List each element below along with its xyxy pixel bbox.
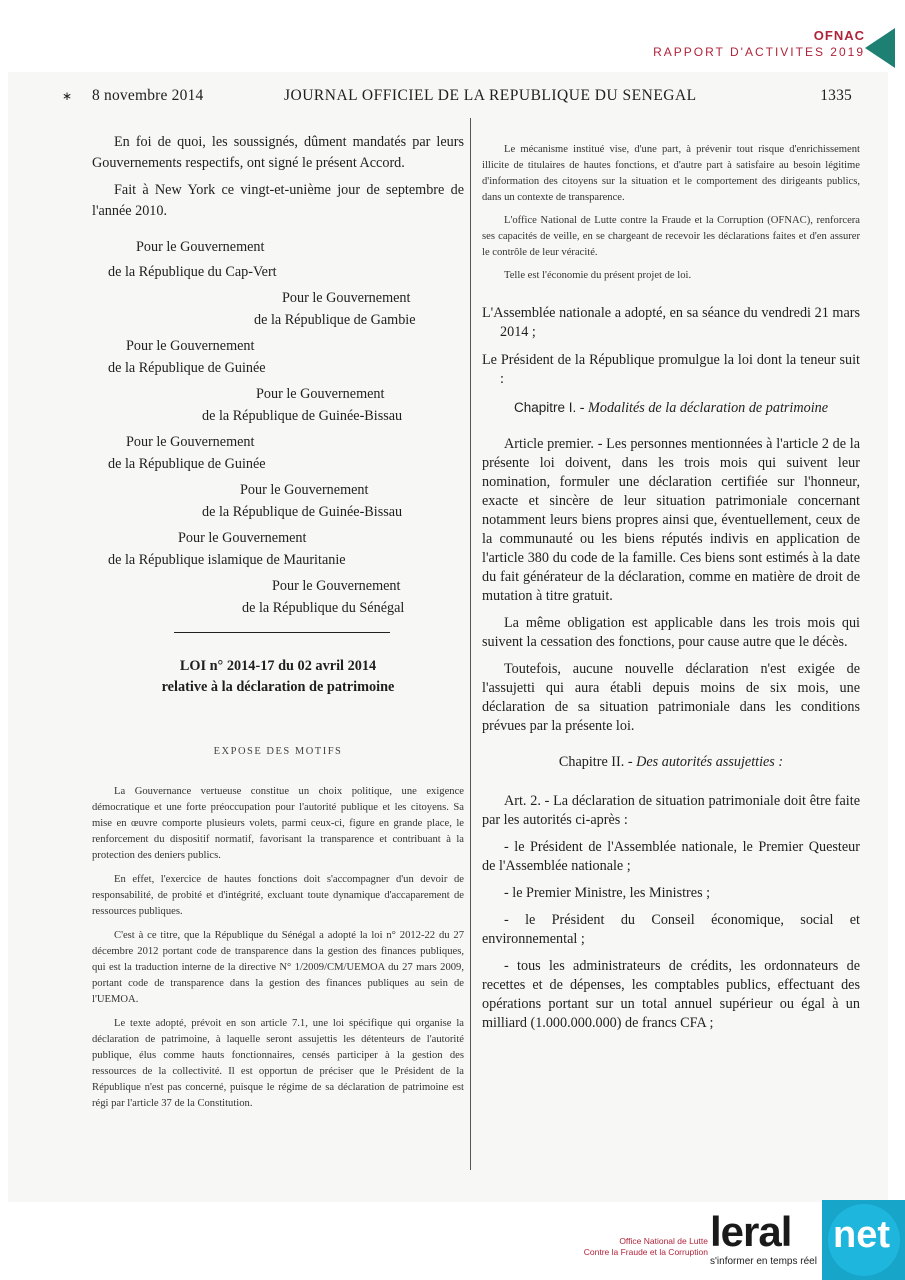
leral-tagline: s'informer en temps réel: [710, 1256, 817, 1267]
signature-guinee-2: Pour le Gouvernement de la République de Guinée: [108, 434, 266, 472]
report-title: RAPPORT D'ACTIVITES 2019: [653, 45, 865, 59]
signature-cap-vert: Pour le Gouvernement: [136, 239, 265, 255]
footer-branding: [560, 1200, 905, 1280]
closing-paragraph: En foi de quoi, les soussignés, dûment mandatés par leurs Gouvernements respectifs, ont signé le présent Accord.: [92, 134, 464, 171]
signature-block: Pour le Gouvernement de la République du Cap-Vert Pour le Gouvernement de la République de Gambie Pour le Gouvernement de la République de Guinée Pour le Gouvernement de la République de Guinée-Bissau Pour le Gouvernement de la République de Guinée Pour le Gouvernement de la République de Guinée-Bissau Pour le Gouvernement de la République islamique de Mauritanie Pour le Gouvernement de la République du Sénégal: [92, 236, 464, 619]
signature-senegal: Pour le Gouvernement de la République du Sénégal: [242, 578, 405, 616]
promulgation: Le Président de la République promulgue la loi dont la teneur suit :: [482, 352, 860, 387]
expose-paragraph: C'est à ce titre, que la République du Sénégal a adopté la loi n° 2012-22 du 27 décembre 2012 portant code de transparence dans la gestion des finances publiques, qui est la traduction interne de la directive N° 1/2009/CM/UEMOA du 27 mars 2009, portant code de transparence dans la gestion des finances publiques au sein de l'UEMOA.: [92, 930, 464, 1005]
journal-title: JOURNAL OFFICIEL DE LA REPUBLIQUE DU SENEGAL: [284, 87, 697, 104]
expose-heading: EXPOSE DES MOTIFS: [213, 746, 343, 757]
article-2-item: - le Premier Ministre, les Ministres ;: [504, 885, 711, 901]
ofnac-footer-label: Office National de Lutte Contre la Fraude et la Corruption: [583, 1236, 708, 1257]
brand-name: OFNAC: [813, 28, 865, 43]
expose-paragraph: La Gouvernance vertueuse constitue un choix politique, une exigence démocratique et une forte préoccupation pour l'autorité publique et les citoyens. Sa mise en œuvre comporte plusieurs volets, parmi ceux-ci, figure en grande place, le renforcement du dispositif normatif, favorisant la transparence et contribuant à la protection des deniers publics.: [92, 786, 464, 861]
margin-mark: ∗: [62, 89, 73, 103]
column-divider: [470, 118, 471, 1170]
expose-paragraph: Le texte adopté, prévoit en son article 7.1, une loi spécifique qui organise la déclaration de patrimoine, à laquelle seront assujettis les détenteurs de l'autorité publique, élus comme hauts fonctionnaires, censés participer à la gestion des ressources de la collectivité. Il est opportun de préciser que le Président de la République n'est pas concerné, puisque le régime de sa déclaration de patrimoine est régi par l'article 37 de la Constitution.: [92, 1018, 464, 1109]
net-logo-text: net: [833, 1214, 890, 1256]
chapter-2-heading: Chapitre II. - Des autorités assujetties :: [558, 754, 784, 770]
left-column: [92, 132, 464, 1112]
article-1-paragraph-2: La même obligation est applicable dans les trois mois qui suivent la cessation des fonctions, pour cause autre que le décès.: [482, 615, 860, 650]
signature-guinee: Pour le Gouvernement de la République de Guinée: [108, 338, 266, 376]
report-branding: [653, 28, 865, 59]
signature-guinee-bissau: Pour le Gouvernement de la République de Guinée-Bissau: [202, 386, 403, 424]
expose-paragraph: En effet, l'exercice de hautes fonctions doit s'accompagner d'un devoir de responsabilité, de probité et d'intégrité, excluant toute dynamique d'accaparement de ressources publiques.: [92, 874, 464, 917]
article-1: Article premier. - Les personnes mentionnées à l'article 2 de la présente loi doivent, dans les trois mois qui suivent leur nomination, formuler une déclaration certifiée sur l'honneur, exacte et sincère de leur situation patrimoniale concernant notamment leurs biens propres ainsi que, éventuellement, ceux de la communauté ou les biens réputés indivis en application de l'article 380 du code de la famille. Ces biens sont estimés à la date du fait générateur de la déclaration, comme en matière de droit de mutation à titre gratuit.: [482, 436, 860, 604]
article-2: Art. 2. - La déclaration de situation patrimoniale doit être faite par les autorités ci-après :: [482, 793, 860, 828]
signature-mauritanie: Pour le Gouvernement de la République islamique de Mauritanie: [108, 530, 346, 568]
signature-gambie: Pour le Gouvernement de la République de Gambie: [254, 290, 416, 328]
journal-date: 8 novembre 2014: [92, 87, 204, 104]
leral-logo: leral: [710, 1208, 792, 1255]
article-2-item: - le Président de l'Assemblée nationale, le Premier Questeur de l'Assemblée nationale ;: [482, 839, 860, 874]
article-2-item: - le Président du Conseil économique, social et environnemental ;: [482, 912, 860, 947]
right-column: [482, 142, 860, 1033]
expose-body: [92, 784, 464, 1112]
section-rule: [174, 632, 390, 633]
article-2-item: - tous les administrateurs de crédits, les ordonnateurs de recettes et de dépenses, les comptables publics, effectuant des opérations portant sur un total annuel supérieur ou égal à un milliard (1.000.000.000) de francs CFA ;: [482, 958, 860, 1031]
article-1-paragraph-3: Toutefois, aucune nouvelle déclaration n'est exigée de l'assujetti qui aura établi depuis moins de six mois, une déclaration de sa situation patrimoniale dans les conditions prévues par la présente loi.: [482, 661, 860, 734]
page-number: 1335: [820, 87, 852, 104]
signature-guinee-bissau-2: Pour le Gouvernement de la République de Guinée-Bissau: [202, 482, 403, 520]
motifs-paragraph: L'office National de Lutte contre la Fraude et la Corruption (OFNAC), renforcera ses capacités de veille, en se chargeant de recevoir les déclarations faites et d'en assurer le contrôle de leur véracité.: [482, 215, 860, 258]
motifs-paragraph: Le mécanisme institué vise, d'une part, à prévenir tout risque d'enrichissement illicite de titulaires de hautes fonctions, et d'autre part à satisfaire au besoin légitime d'information des citoyens sur la situation et le comportement des dirigeants publics, dans un contexte de transparence.: [482, 144, 860, 203]
chapter-1-heading: Chapitre I. - Modalités de la déclaration de patrimoine: [513, 400, 829, 416]
assembly-adoption: L'Assemblée nationale a adopté, en sa séance du vendredi 21 mars 2014 ;: [482, 305, 860, 340]
law-title: LOI n° 2014-17 du 02 avril 2014 relative à la déclaration de patrimoine: [161, 658, 395, 695]
brand-triangle-icon: [865, 28, 895, 68]
signing-place-paragraph: Fait à New York ce vingt-et-unième jour de septembre de l'année 2010.: [92, 182, 464, 219]
motifs-paragraph: Telle est l'économie du présent projet de loi.: [504, 270, 692, 281]
